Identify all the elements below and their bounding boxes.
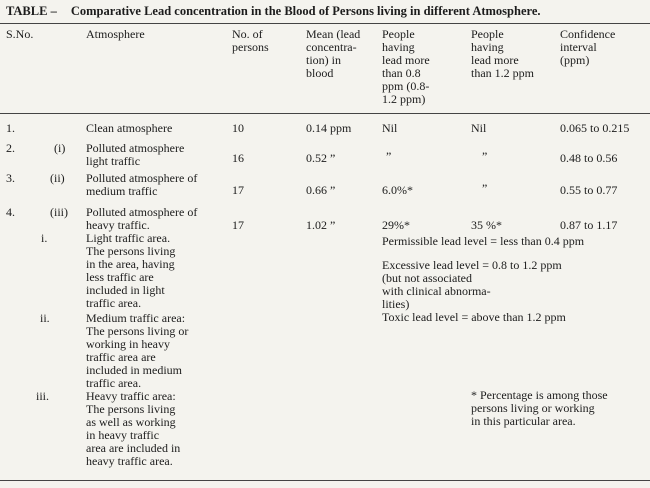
row-2-mean: 0.52 ” [306,151,336,165]
row-1-persons: 10 [232,121,244,135]
row-3-ci: 0.55 to 0.77 [560,183,618,197]
row-3-sub: (ii) [50,171,65,185]
header-atmosphere: Atmosphere [86,27,145,41]
row-4-sno: 4. [6,205,15,219]
row-1-ci: 0.065 to 0.215 [560,121,630,135]
row-4-ci: 0.87 to 1.17 [560,218,618,232]
row-3-persons: 17 [232,183,244,197]
header-over-1-2: People having lead more than 1.2 ppm [471,27,534,80]
row-3-mean: 0.66 ” [306,183,336,197]
row-3-over12: ” [482,181,488,195]
row-3-sno: 3. [6,171,15,185]
header-sno: S.No. [6,27,34,41]
note-3-text: Heavy traffic area: The persons living as well as working in heavy traffic area are included in heavy traffic area. [86,389,181,468]
row-1-over12: Nil [471,121,487,135]
header-over-0-8: People having lead more than 0.8 ppm (0.8- 1.2 ppm) [382,27,430,106]
note-3-number: iii. [36,389,50,403]
header-persons: No. of persons [232,27,269,54]
row-4-over12: 35 %* [471,218,502,232]
row-2-ci: 0.48 to 0.56 [560,151,618,165]
row-2-atmosphere: Polluted atmosphere light traffic [86,141,185,168]
row-4-persons: 17 [232,218,244,232]
row-4-mean: 1.02 ” [306,218,336,232]
header-confidence: Confidence interval (ppm) [560,27,616,67]
footnote: * Percentage is among those persons living or working in this particular area. [471,388,608,428]
excessive-level: Excessive lead level = 0.8 to 1.2 ppm (but not associated with clinical abnorma- lities) [382,258,562,311]
row-2-sub: (i) [54,141,66,155]
bottom-rule [0,480,650,481]
row-1-sno: 1. [6,121,15,135]
header-mean: Mean (lead concentra- tion) in blood [306,27,361,80]
row-2-sno: 2. [6,141,15,155]
note-2-text: Medium traffic area: The persons living or working in heavy traffic area are included in medium traffic area. [86,311,189,390]
note-2-number: ii. [40,311,50,325]
table-label: TABLE – [6,4,57,18]
row-4-sub: (iii) [50,205,68,219]
row-2-over08: ” [386,149,392,163]
note-1-text: Light traffic area. The persons living in the area, having less traffic are included in light traffic area. [86,231,176,310]
note-1-number: i. [41,231,48,245]
row-1-atmosphere: Clean atmosphere [86,121,173,135]
row-4-over08: 29%* [382,218,410,232]
row-3-over08: 6.0%* [382,183,413,197]
table-caption: Comparative Lead concentration in the Blood of Persons living in different Atmosphere. [70,4,541,18]
row-1-over08: Nil [382,121,398,135]
row-3-atmosphere: Polluted atmosphere of medium traffic [86,171,198,198]
row-2-over12: ” [482,149,488,163]
toxic-level: Toxic lead level = above than 1.2 ppm [382,310,566,324]
row-4-atmosphere: Polluted atmosphere of heavy traffic. [86,205,198,232]
header-rule [0,113,650,114]
row-1-mean: 0.14 ppm [306,121,352,135]
row-2-persons: 16 [232,151,244,165]
table-title [6,5,541,18]
top-rule [0,23,650,24]
permissible-level: Permissible lead level = less than 0.4 ppm [382,234,585,248]
